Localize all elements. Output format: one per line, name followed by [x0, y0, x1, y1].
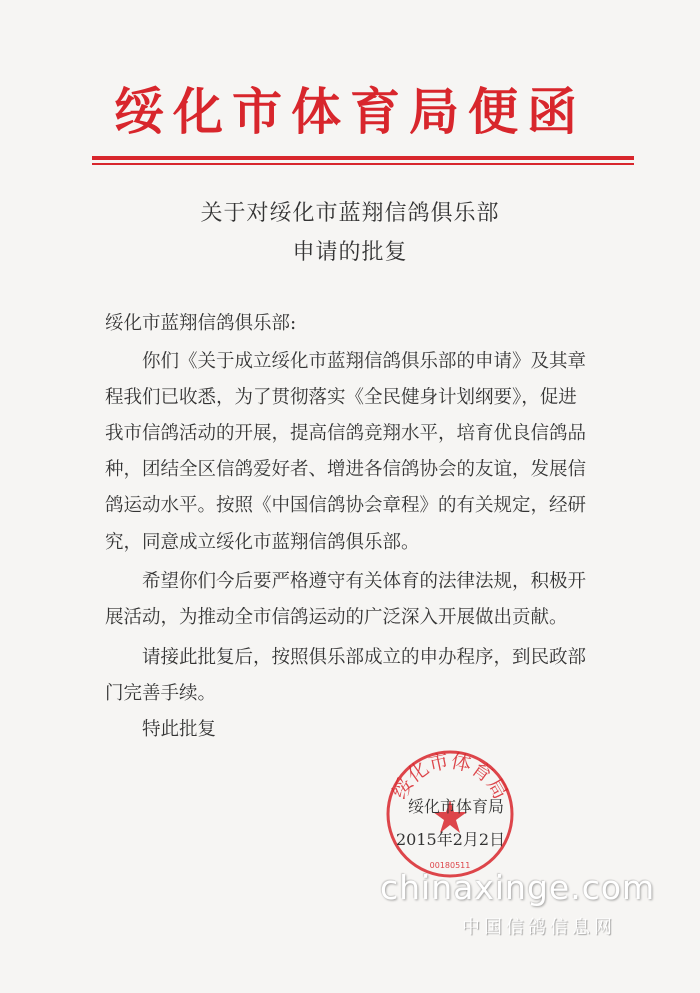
- svg-text:绥化市体育局: [387, 748, 513, 803]
- document-title-line-1: 关于对绥化市蓝翔信鸽俱乐部: [200, 201, 500, 226]
- seal-serial: 00180511: [429, 861, 471, 870]
- body-line: 展活动，为推动全市信鸽运动的广泛深入开展做出贡献。: [105, 607, 568, 628]
- body-line: 程我们已收悉，为了贯彻落实《全民健身计划纲要》，促进: [105, 387, 577, 408]
- watermark-site: chinaxinge.com: [380, 868, 656, 907]
- letterhead-rule-thin: [92, 163, 634, 165]
- body-line: 希望你们今后要严格遵守有关体育的法律法规，积极开: [142, 571, 587, 592]
- body-line: 我市信鸽活动的开展，提高信鸽竞翔水平，培育优良信鸽品: [105, 423, 587, 444]
- body-line: 你们《关于成立绥化市蓝翔信鸽俱乐部的申请》及其章: [142, 351, 587, 372]
- document-title-line-2: 申请的批复: [292, 240, 408, 265]
- body-line: 种，团结全区信鸽爱好者、增进各信鸽协会的友谊，发展信: [105, 459, 587, 480]
- body-line: 鸽运动水平。按照《中国信鸽协会章程》的有关规定，经研: [105, 495, 587, 516]
- seal-ring-text: 绥化市体育局: [387, 748, 513, 804]
- salutation: 绥化市蓝翔信鸽俱乐部:: [105, 313, 297, 334]
- closing-line: 特此批复: [142, 719, 217, 740]
- issuer-name: 绥化市体育局: [408, 797, 505, 816]
- body-line: 请接此批复后，按照俱乐部成立的申办程序，到民政部: [142, 647, 587, 668]
- issue-date: 2015年2月2日: [396, 830, 506, 849]
- body-line: 门完善手续。: [105, 683, 217, 704]
- letterhead-title: 绥化市体育局便函: [114, 82, 586, 141]
- body-line: 究，同意成立绥化市蓝翔信鸽俱乐部。: [105, 532, 420, 553]
- watermark-site-cn: 中国信鸽信息网: [462, 917, 616, 938]
- letterhead-rule-thick: [92, 156, 634, 160]
